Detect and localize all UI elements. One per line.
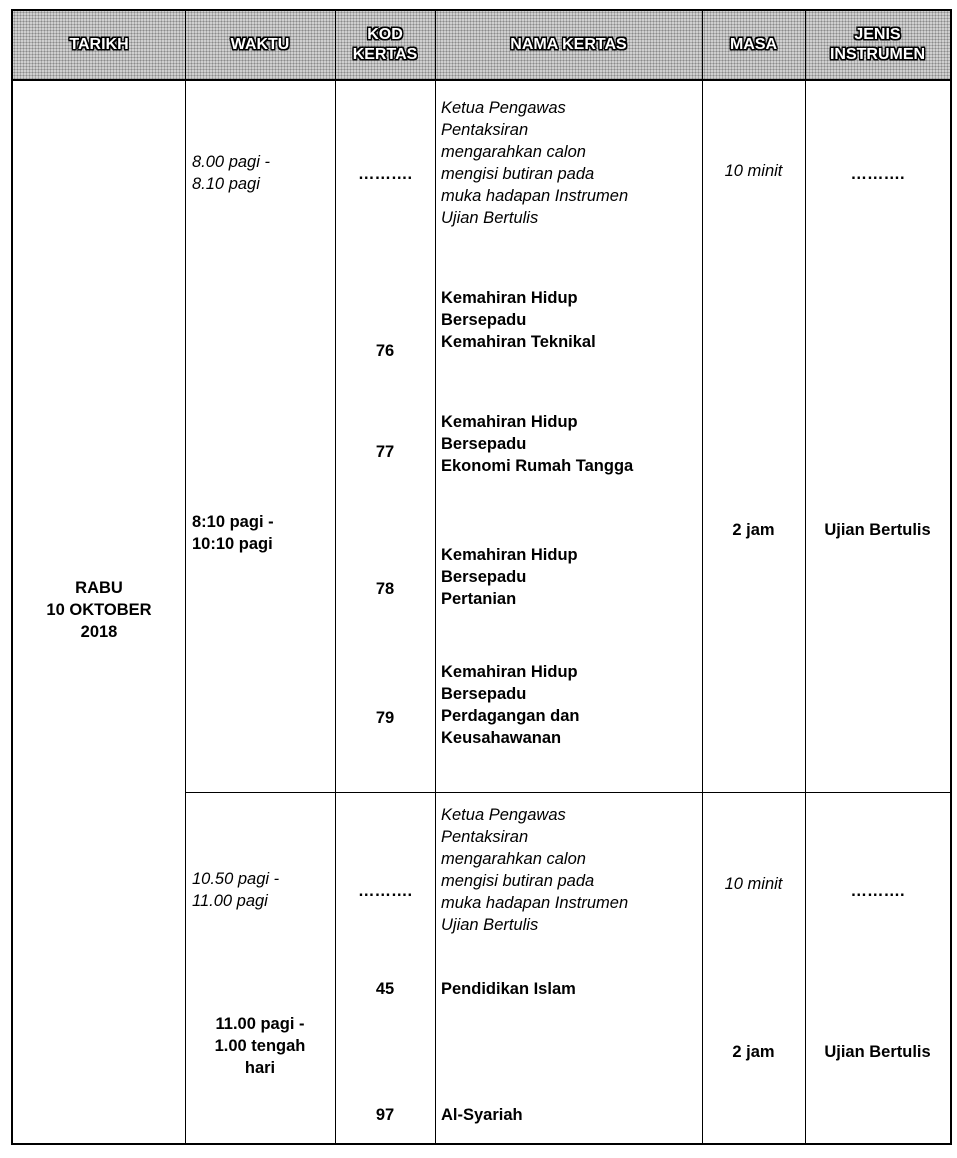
intro-duration-1: 10 minit [724, 162, 783, 180]
session-duration-2: 2 jam [732, 1043, 775, 1061]
intro-time-1: 8.00 pagi - 8.10 pagi [192, 153, 270, 193]
intro-duration-2: 10 minit [724, 875, 783, 893]
paper-name-78: Kemahiran Hidup Bersepadu Pertanian [441, 546, 578, 608]
session-divider [185, 792, 950, 793]
header-waktu: WAKTU [230, 36, 290, 53]
paper-code-97: 97 [375, 1106, 395, 1124]
header-nama-kertas: NAMA KERTAS [510, 36, 627, 53]
session-time-1: 8:10 pagi - 10:10 pagi [192, 513, 274, 553]
paper-name-97: Al-Syariah [441, 1106, 523, 1124]
paper-code-76: 76 [375, 342, 395, 360]
header-kod-kertas: KOD KERTAS [352, 26, 418, 63]
intro-instruction-2: Ketua Pengawas Pentaksiran mengarahkan calon mengisi butiran pada muka hadapan Instrumen Ujian Bertulis [441, 806, 629, 934]
intro-time-2: 10.50 pagi - 11.00 pagi [192, 870, 280, 910]
paper-code-45: 45 [375, 980, 395, 998]
intro-type-2: ………. [850, 882, 905, 900]
paper-code-77: 77 [375, 443, 395, 461]
header-jenis-instrumen: JENIS INSTRUMEN [829, 26, 926, 63]
paper-name-79: Kemahiran Hidup Bersepadu Perdagangan dan Keusahawanan [441, 663, 580, 747]
paper-code-78: 78 [375, 580, 395, 598]
paper-name-77: Kemahiran Hidup Bersepadu Ekonomi Rumah Tangga [441, 413, 634, 475]
col-divider [185, 11, 186, 1143]
col-divider [435, 11, 436, 1143]
session-time-2: 11.00 pagi - 1.00 tengah hari [214, 1015, 306, 1077]
intro-instruction-1: Ketua Pengawas Pentaksiran mengarahkan calon mengisi butiran pada muka hadapan Instrumen Ujian Bertulis [441, 99, 629, 227]
header-tarikh: TARIKH [69, 36, 129, 53]
session-type-2: Ujian Bertulis [824, 1043, 931, 1061]
paper-code-79: 79 [375, 709, 395, 727]
paper-name-76: Kemahiran Hidup Bersepadu Kemahiran Teknikal [441, 289, 596, 351]
intro-code-2: ………. [357, 882, 413, 900]
exam-schedule-table [11, 9, 952, 1145]
intro-code-1: ………. [357, 165, 413, 183]
intro-type-1: ………. [850, 165, 905, 183]
header-masa: MASA [729, 36, 778, 53]
paper-name-45: Pendidikan Islam [441, 980, 576, 998]
session-type-1: Ujian Bertulis [824, 521, 931, 539]
date-cell: RABU 10 OKTOBER 2018 [46, 579, 152, 641]
session-duration-1: 2 jam [732, 521, 775, 539]
